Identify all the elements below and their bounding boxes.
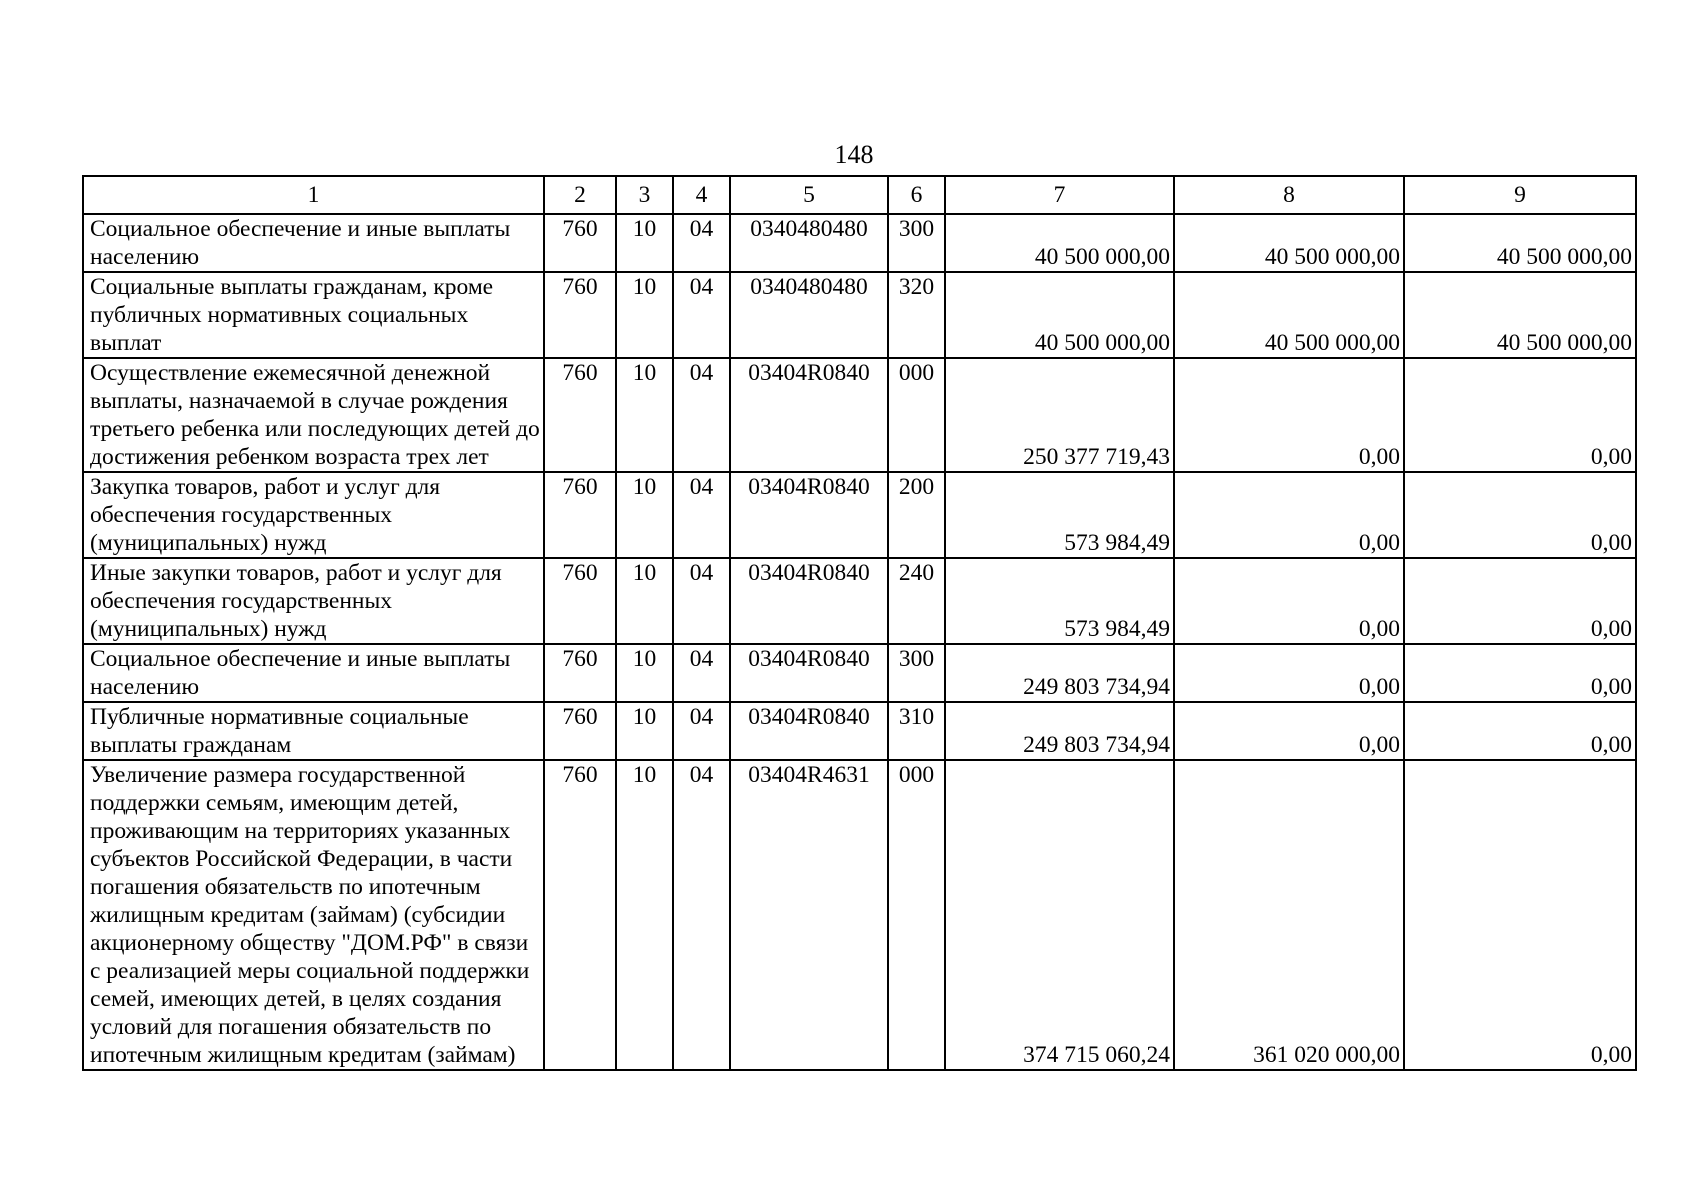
row-amount-year1-cell: 573 984,49 — [945, 558, 1174, 644]
row-section-cell: 10 — [616, 702, 673, 760]
column-header: 7 — [945, 176, 1174, 214]
column-header: 2 — [544, 176, 616, 214]
row-section-cell: 10 — [616, 472, 673, 558]
row-grbs-cell: 760 — [544, 558, 616, 644]
row-amount-year3-cell: 0,00 — [1404, 644, 1636, 702]
column-header: 4 — [673, 176, 730, 214]
table-row — [83, 702, 1636, 760]
row-amount-year1-cell: 250 377 719,43 — [945, 358, 1174, 472]
page-number: 148 — [834, 140, 874, 169]
row-target-article-cell: 03404R4631 — [730, 760, 888, 1070]
row-amount-year1-cell: 249 803 734,94 — [945, 702, 1174, 760]
row-amount-year2-cell: 0,00 — [1174, 644, 1404, 702]
row-subsection-cell: 04 — [673, 558, 730, 644]
row-target-article-cell: 03404R0840 — [730, 358, 888, 472]
row-amount-year1-cell: 40 500 000,00 — [945, 272, 1174, 358]
table-header-row — [83, 176, 1636, 214]
row-name-cell: Иные закупки товаров, работ и услуг для обеспечения государственных (муниципальных) нужд — [83, 558, 544, 644]
row-amount-year1-cell: 40 500 000,00 — [945, 214, 1174, 272]
row-expense-type-cell: 310 — [888, 702, 945, 760]
row-section-cell: 10 — [616, 760, 673, 1070]
budget-table — [82, 175, 1637, 1071]
row-subsection-cell: 04 — [673, 472, 730, 558]
table-row — [83, 558, 1636, 644]
table-row — [83, 760, 1636, 1070]
table-row — [83, 644, 1636, 702]
row-target-article-cell: 03404R0840 — [730, 644, 888, 702]
row-expense-type-cell: 300 — [888, 644, 945, 702]
column-header: 6 — [888, 176, 945, 214]
row-grbs-cell: 760 — [544, 472, 616, 558]
column-header: 1 — [83, 176, 544, 214]
row-expense-type-cell: 000 — [888, 358, 945, 472]
row-amount-year3-cell: 0,00 — [1404, 702, 1636, 760]
row-target-article-cell: 03404R0840 — [730, 558, 888, 644]
row-amount-year1-cell: 573 984,49 — [945, 472, 1174, 558]
column-header: 8 — [1174, 176, 1404, 214]
column-header: 5 — [730, 176, 888, 214]
row-grbs-cell: 760 — [544, 702, 616, 760]
row-amount-year2-cell: 0,00 — [1174, 358, 1404, 472]
table-row — [83, 272, 1636, 358]
table-row — [83, 358, 1636, 472]
row-grbs-cell: 760 — [544, 760, 616, 1070]
row-section-cell: 10 — [616, 214, 673, 272]
row-amount-year2-cell: 361 020 000,00 — [1174, 760, 1404, 1070]
row-amount-year2-cell: 0,00 — [1174, 472, 1404, 558]
table-row — [83, 214, 1636, 272]
row-expense-type-cell: 320 — [888, 272, 945, 358]
row-section-cell: 10 — [616, 358, 673, 472]
row-expense-type-cell: 300 — [888, 214, 945, 272]
row-name-cell: Закупка товаров, работ и услуг для обеспечения государственных (муниципальных) нужд — [83, 472, 544, 558]
row-subsection-cell: 04 — [673, 760, 730, 1070]
row-subsection-cell: 04 — [673, 644, 730, 702]
row-amount-year3-cell: 0,00 — [1404, 358, 1636, 472]
table-row — [83, 472, 1636, 558]
row-expense-type-cell: 000 — [888, 760, 945, 1070]
row-target-article-cell: 0340480480 — [730, 214, 888, 272]
row-section-cell: 10 — [616, 272, 673, 358]
row-grbs-cell: 760 — [544, 644, 616, 702]
row-name-cell: Публичные нормативные социальные выплаты гражданам — [83, 702, 544, 760]
row-subsection-cell: 04 — [673, 702, 730, 760]
row-name-cell: Социальное обеспечение и иные выплаты населению — [83, 214, 544, 272]
column-header: 9 — [1404, 176, 1636, 214]
row-target-article-cell: 03404R0840 — [730, 472, 888, 558]
row-amount-year3-cell: 40 500 000,00 — [1404, 272, 1636, 358]
row-target-article-cell: 03404R0840 — [730, 702, 888, 760]
row-amount-year2-cell: 40 500 000,00 — [1174, 272, 1404, 358]
row-amount-year2-cell: 0,00 — [1174, 558, 1404, 644]
row-amount-year3-cell: 40 500 000,00 — [1404, 214, 1636, 272]
column-header: 3 — [616, 176, 673, 214]
row-name-cell: Увеличение размера государственной поддержки семьям, имеющим детей, проживающим на территориях указанных субъектов Российской Федерации, в части погашения обязательств по ипотечным жилищным кредитам (займам) (субсидии акционерному обществу "ДОМ.РФ" в связи с реализацией меры социальной поддержки семей, имеющих детей, в целях создания условий для погашения обязательств по ипотечным жилищным кредитам (займам) — [83, 760, 544, 1070]
row-section-cell: 10 — [616, 558, 673, 644]
row-subsection-cell: 04 — [673, 214, 730, 272]
row-grbs-cell: 760 — [544, 272, 616, 358]
row-amount-year2-cell: 40 500 000,00 — [1174, 214, 1404, 272]
row-amount-year1-cell: 249 803 734,94 — [945, 644, 1174, 702]
row-amount-year3-cell: 0,00 — [1404, 760, 1636, 1070]
row-grbs-cell: 760 — [544, 358, 616, 472]
row-name-cell: Социальное обеспечение и иные выплаты населению — [83, 644, 544, 702]
row-amount-year3-cell: 0,00 — [1404, 472, 1636, 558]
row-expense-type-cell: 240 — [888, 558, 945, 644]
row-subsection-cell: 04 — [673, 272, 730, 358]
row-name-cell: Осуществление ежемесячной денежной выплаты, назначаемой в случае рождения третьего ребенка или последующих детей до достижения ребенком возраста трех лет — [83, 358, 544, 472]
row-amount-year3-cell: 0,00 — [1404, 558, 1636, 644]
row-section-cell: 10 — [616, 644, 673, 702]
row-grbs-cell: 760 — [544, 214, 616, 272]
row-amount-year2-cell: 0,00 — [1174, 702, 1404, 760]
row-amount-year1-cell: 374 715 060,24 — [945, 760, 1174, 1070]
row-target-article-cell: 0340480480 — [730, 272, 888, 358]
row-name-cell: Социальные выплаты гражданам, кроме публичных нормативных социальных выплат — [83, 272, 544, 358]
row-expense-type-cell: 200 — [888, 472, 945, 558]
row-subsection-cell: 04 — [673, 358, 730, 472]
